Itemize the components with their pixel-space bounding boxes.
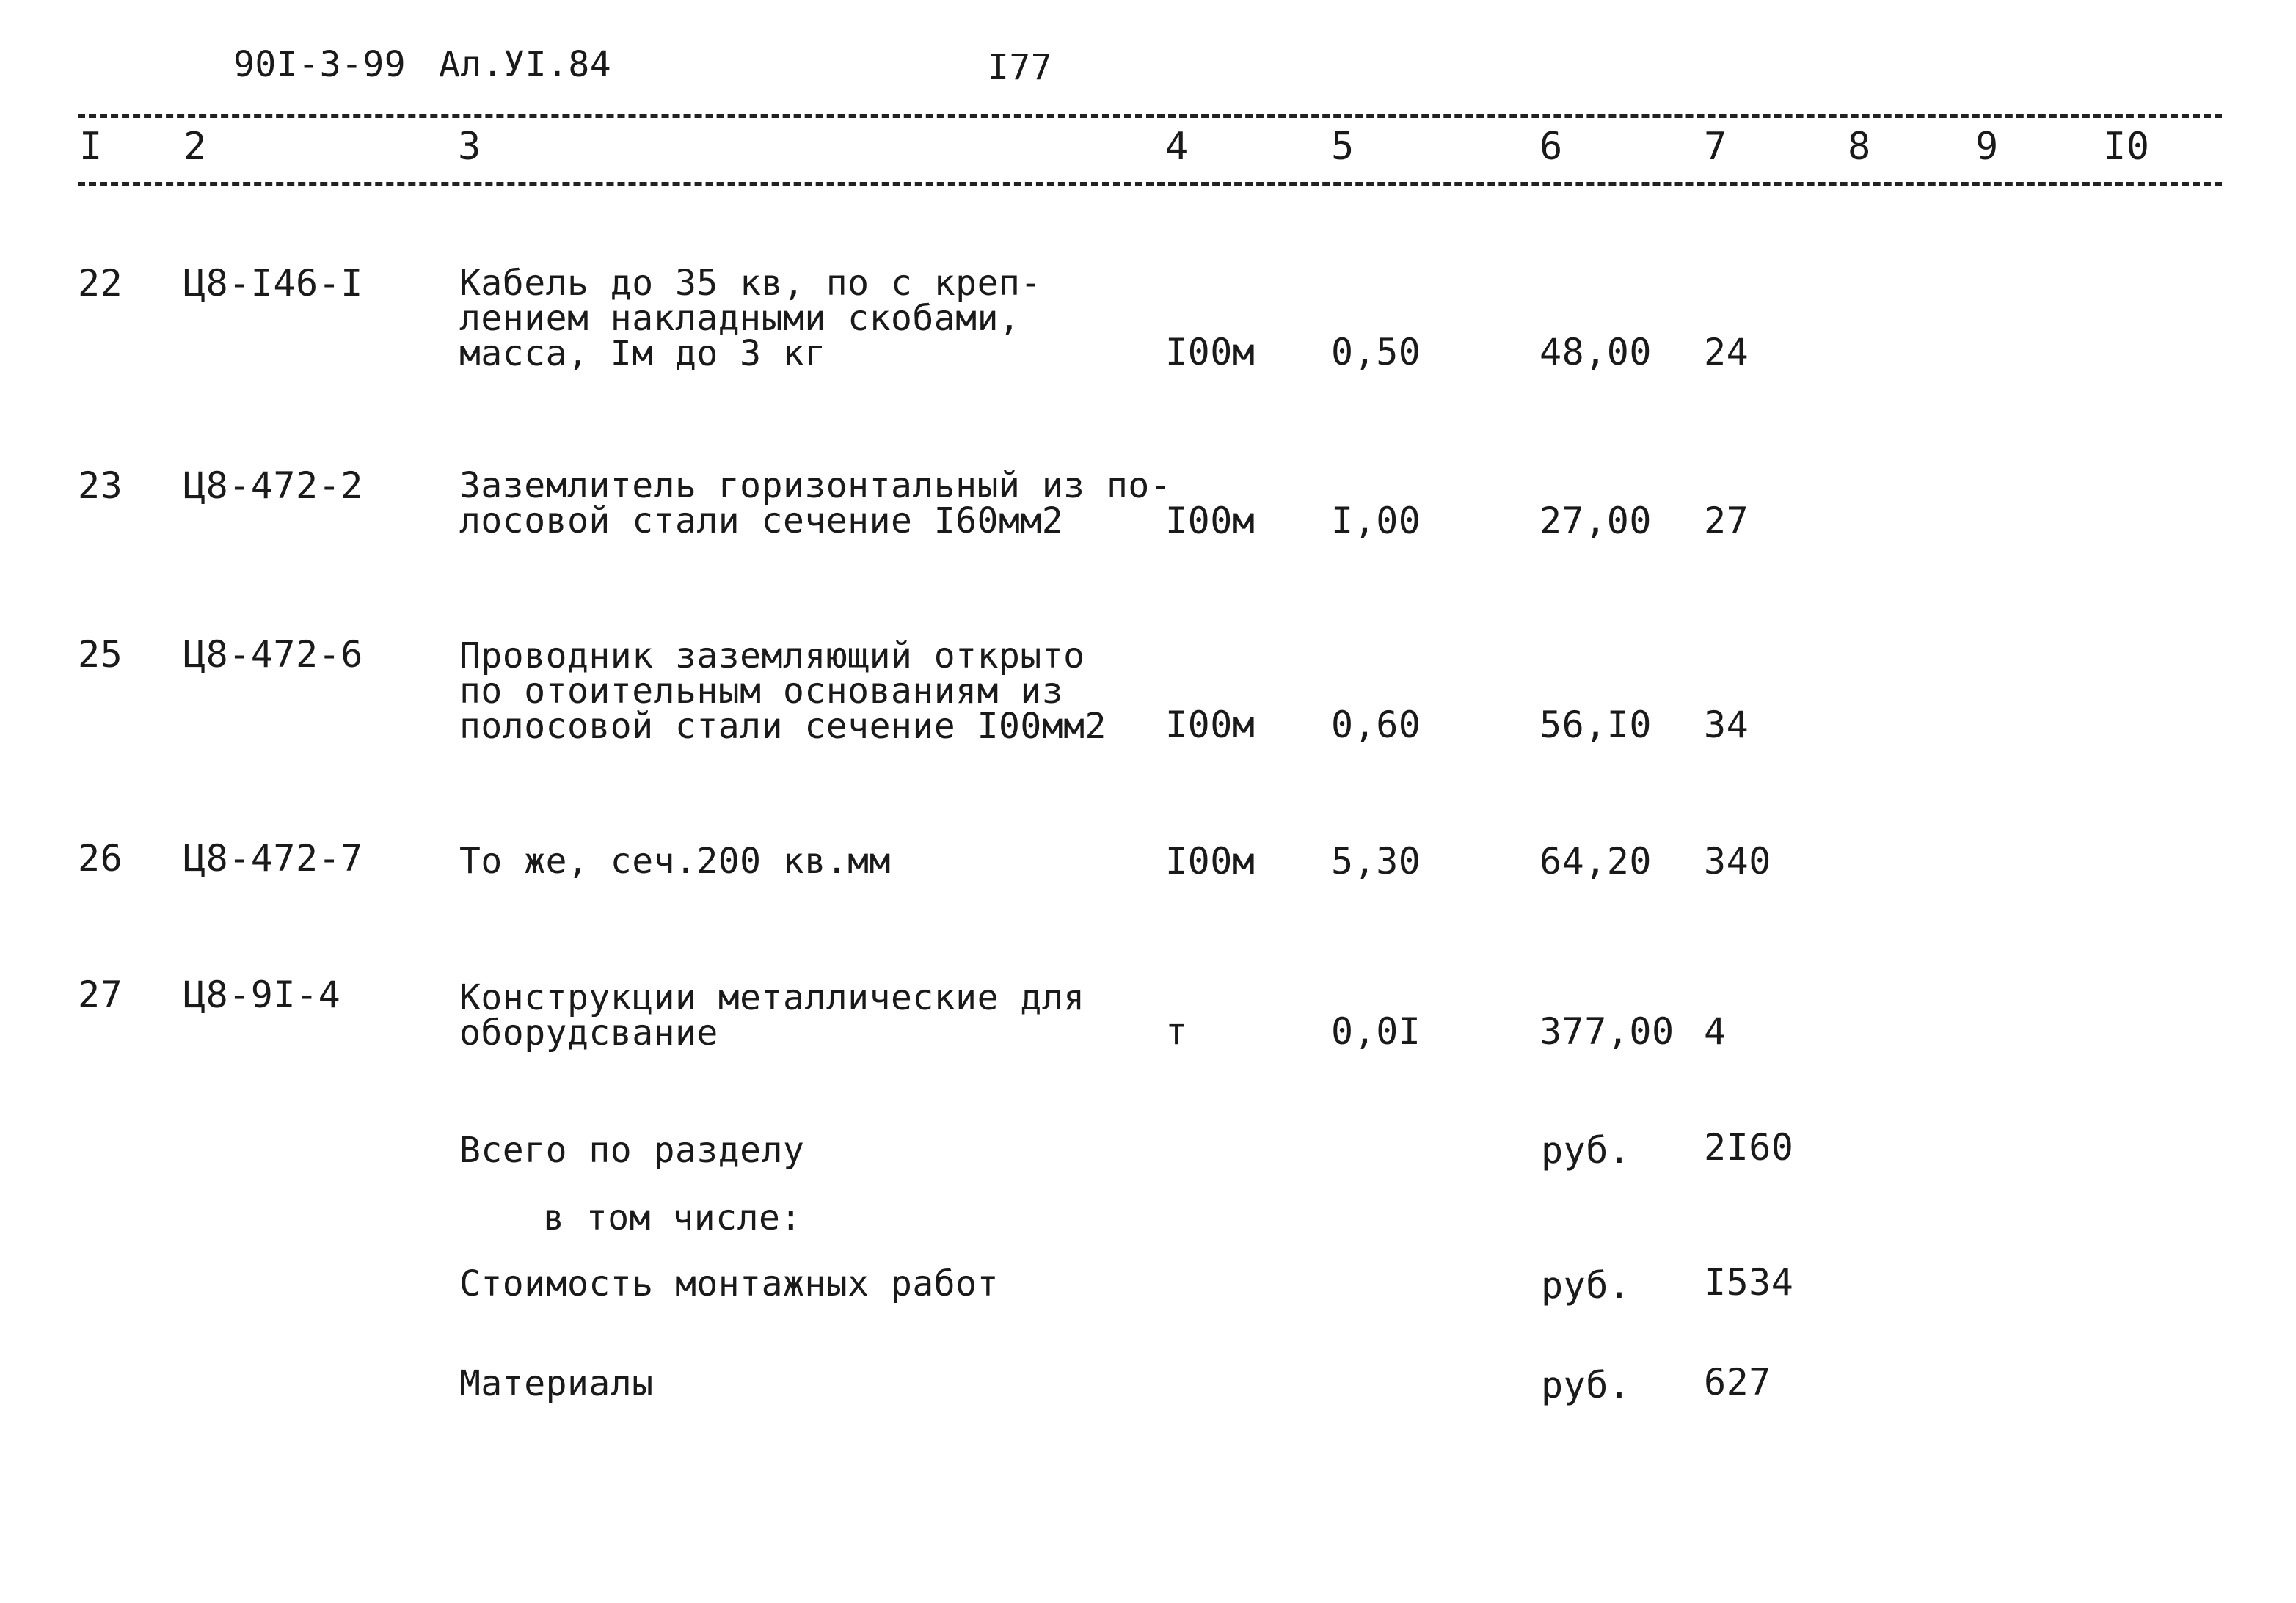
row-code: Ц8-472-7 bbox=[183, 837, 363, 880]
table-header-rule bbox=[78, 182, 2222, 186]
row-description: То же, сеч.200 кв.мм bbox=[459, 841, 891, 882]
row-number: 26 bbox=[78, 837, 123, 880]
section-total-label: Всего по разделу bbox=[459, 1130, 805, 1171]
materials-label: Материалы bbox=[459, 1363, 654, 1404]
row-total: 34 bbox=[1704, 704, 1749, 746]
row-quantity: 0,50 bbox=[1331, 331, 1421, 373]
row-quantity: 0,0I bbox=[1331, 1010, 1421, 1053]
row-unit: I00м bbox=[1165, 500, 1255, 542]
row-quantity: 0,60 bbox=[1331, 704, 1421, 746]
section-total-unit: руб. bbox=[1541, 1129, 1631, 1172]
row-unit: I00м bbox=[1165, 840, 1255, 883]
row-total: 340 bbox=[1704, 840, 1771, 883]
row-unit: т bbox=[1165, 1010, 1188, 1053]
row-quantity: I,00 bbox=[1331, 500, 1421, 542]
row-code: Ц8-472-2 bbox=[183, 464, 363, 507]
installation-cost-label: Стоимость монтажных работ bbox=[459, 1263, 999, 1304]
column-number-4: 4 bbox=[1165, 125, 1189, 169]
column-number-7: 7 bbox=[1704, 125, 1727, 169]
row-code: Ц8-9I-4 bbox=[183, 974, 341, 1016]
materials-value: 627 bbox=[1704, 1361, 1771, 1403]
row-unit: I00м bbox=[1165, 704, 1255, 746]
row-description: Проводник заземляющий открыто по отоительным основаниям из полосовой стали сечение I00мм2 bbox=[459, 635, 1107, 747]
page-number: I77 bbox=[988, 47, 1053, 88]
row-description: Заземлитель горизонтальный из по- лосовой стали сечение I60мм2 bbox=[459, 465, 1172, 541]
installation-cost-value: I534 bbox=[1704, 1261, 1794, 1304]
column-number-5: 5 bbox=[1331, 125, 1355, 169]
doc-code: 90I-3-99 bbox=[233, 44, 407, 85]
row-number: 22 bbox=[78, 262, 123, 304]
row-description: Конструкции металлические для оборудсвание bbox=[459, 977, 1085, 1054]
column-number-6: 6 bbox=[1539, 125, 1563, 169]
album-number: Ал.УI.84 bbox=[439, 44, 612, 85]
table-top-rule bbox=[78, 114, 2222, 118]
materials-unit: руб. bbox=[1541, 1364, 1631, 1406]
installation-cost-unit: руб. bbox=[1541, 1264, 1631, 1307]
row-total: 24 bbox=[1704, 331, 1749, 373]
row-price: 48,00 bbox=[1539, 331, 1652, 373]
column-number-1: I bbox=[79, 125, 103, 169]
row-price: 64,20 bbox=[1539, 840, 1652, 883]
row-price: 377,00 bbox=[1539, 1010, 1674, 1053]
row-unit: I00м bbox=[1165, 331, 1255, 373]
column-number-3: 3 bbox=[458, 125, 481, 169]
row-number: 25 bbox=[78, 633, 123, 676]
row-total: 4 bbox=[1704, 1010, 1727, 1053]
row-description: Кабель до 35 кв, по с креп- лением накладными скобами, масса, Iм до 3 кг bbox=[459, 263, 1042, 374]
row-price: 27,00 bbox=[1539, 500, 1652, 542]
column-number-9: 9 bbox=[1975, 125, 1999, 169]
row-code: Ц8-472-6 bbox=[183, 633, 363, 676]
row-number: 23 bbox=[78, 464, 123, 507]
row-code: Ц8-I46-I bbox=[183, 262, 363, 304]
column-number-2: 2 bbox=[183, 125, 207, 169]
row-price: 56,I0 bbox=[1539, 704, 1652, 746]
row-number: 27 bbox=[78, 974, 123, 1016]
including-label: в том числе: bbox=[543, 1197, 802, 1238]
column-number-8: 8 bbox=[1848, 125, 1871, 169]
row-quantity: 5,30 bbox=[1331, 840, 1421, 883]
column-number-10: I0 bbox=[2103, 125, 2150, 169]
row-total: 27 bbox=[1704, 500, 1749, 542]
section-total-value: 2I60 bbox=[1704, 1126, 1794, 1169]
